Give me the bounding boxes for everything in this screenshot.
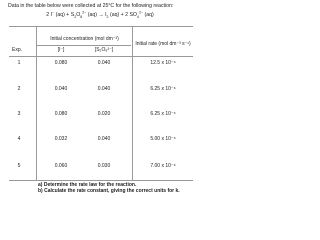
cell-persulfate: 0.020 bbox=[97, 111, 111, 117]
cell-exp: 1 bbox=[17, 60, 21, 66]
header-persulfate: [S₂O₈²⁻] bbox=[94, 47, 114, 53]
cell-exp: 5 bbox=[17, 163, 21, 169]
table-rule-bottom bbox=[9, 180, 193, 181]
rate-header: Initial rate (mol dm⁻³ s⁻¹) bbox=[135, 41, 191, 47]
cell-persulfate: 0.030 bbox=[97, 163, 111, 169]
cell-iodide: 0.080 bbox=[54, 60, 68, 66]
cell-iodide: 0.032 bbox=[54, 136, 68, 142]
cell-rate: 12.5 x 10⁻⁶ bbox=[150, 60, 176, 66]
cell-exp: 2 bbox=[17, 86, 21, 92]
table-divider-rate bbox=[132, 26, 133, 180]
cell-rate: 5.00 x 10⁻⁶ bbox=[150, 136, 176, 142]
question-b: b) Calculate the rate constant, giving the correct units for k. bbox=[38, 188, 180, 194]
intro-text: Data in the table below were collected at 25°C for the following reaction: bbox=[8, 3, 174, 9]
cell-iodide: 0.080 bbox=[54, 111, 68, 117]
header-exp: Exp. bbox=[12, 47, 23, 53]
question-a: a) Determine the rate law for the reaction. bbox=[38, 182, 137, 188]
cell-rate: 7.00 x 10⁻⁶ bbox=[150, 163, 176, 169]
header-iodide: [I⁻] bbox=[57, 47, 65, 53]
cell-rate: 6.25 x 10⁻⁶ bbox=[150, 86, 176, 92]
cell-iodide: 0.040 bbox=[54, 86, 68, 92]
reaction-equation: 2 I− $(aq) + S_2O_8^{2-}$ $(aq) \to I_2$ (aq) + 2 $SO_4^{2-}$ (aq) bbox=[46, 10, 154, 20]
table-rule-group bbox=[37, 45, 131, 46]
cell-exp: 4 bbox=[17, 136, 21, 142]
cell-iodide: 0.060 bbox=[54, 163, 68, 169]
cell-persulfate: 0.040 bbox=[97, 86, 111, 92]
group-header: Initial concentration (mol dm⁻³) bbox=[50, 36, 119, 42]
cell-rate: 6.25 x 10⁻⁶ bbox=[150, 111, 176, 117]
cell-exp: 3 bbox=[17, 111, 21, 117]
table-divider-exp bbox=[36, 26, 37, 180]
cell-persulfate: 0.040 bbox=[97, 60, 111, 66]
cell-persulfate: 0.040 bbox=[97, 136, 111, 142]
